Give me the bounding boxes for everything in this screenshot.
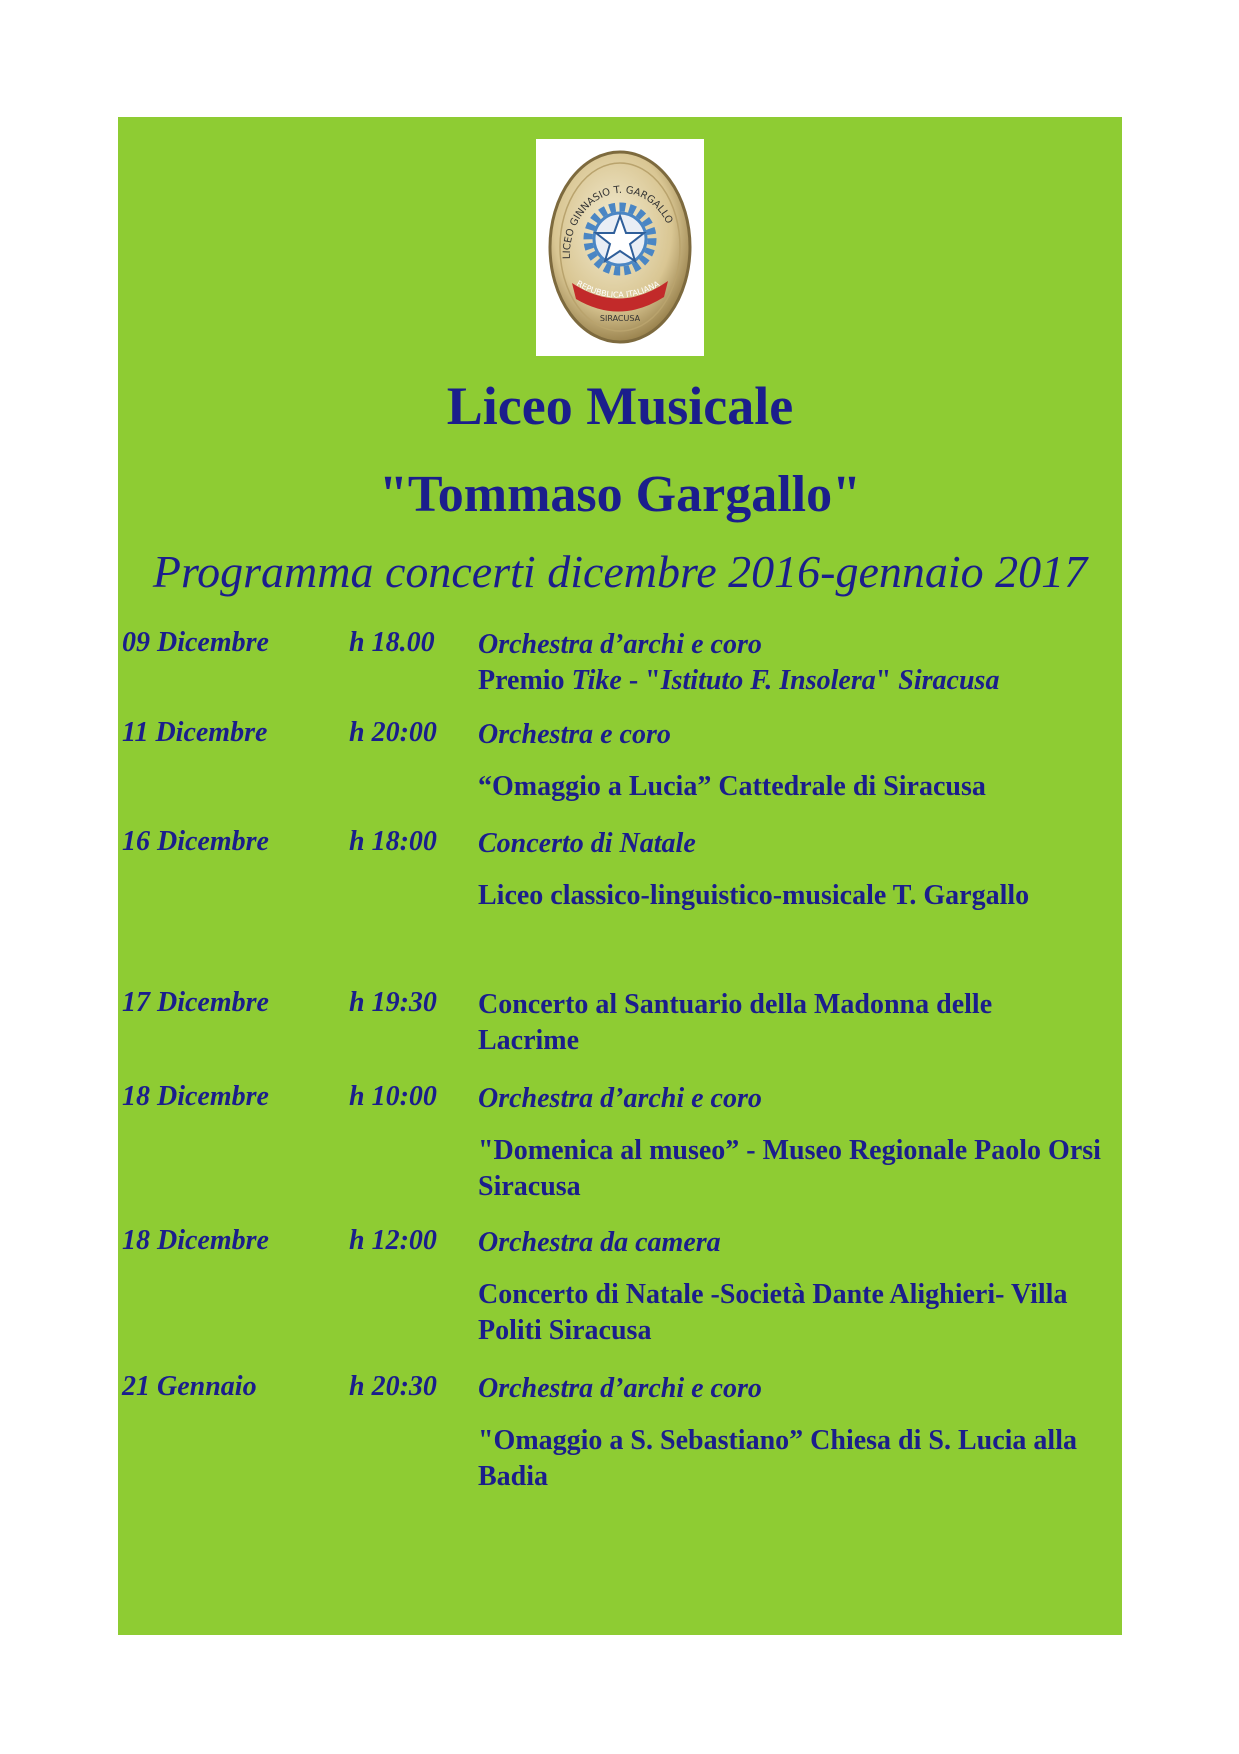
event-detail: “Omaggio a Lucia” Cattedrale di Siracusa — [478, 771, 986, 802]
seal-arc-text: LICEO GINNASIO T. GARGALLO — [561, 184, 675, 260]
poster — [118, 117, 1122, 1635]
event-detail: Concerto di Natale -Società Dante Alighieri- Villa Politi Siracusa — [478, 1279, 1068, 1346]
event-detail: Premio Tike - "Istituto F. Insolera" Siracusa — [478, 665, 1000, 696]
event-date: 18 Dicembre — [122, 1225, 269, 1256]
page-subtitle: "Tommaso Gargallo" — [379, 466, 861, 523]
seal-icon — [536, 139, 704, 356]
event-time: h 12:00 — [349, 1225, 437, 1256]
page-title: Liceo Musicale — [446, 376, 794, 436]
event-date: 09 Dicembre — [122, 627, 269, 658]
event-date: 16 Dicembre — [122, 826, 269, 857]
program-heading: Programma concerti dicembre 2016-gennaio 2017 — [152, 546, 1088, 597]
event-description — [478, 717, 1118, 805]
event-detail: "Domenica al museo” - Museo Regionale Paolo Orsi Siracusa — [478, 1135, 1101, 1202]
event-date: 17 Dicembre — [122, 987, 269, 1018]
event-description — [478, 1225, 1088, 1349]
event-date: 18 Dicembre — [122, 1081, 269, 1112]
event-time: h 20:30 — [349, 1371, 437, 1402]
event-ensemble: Orchestra d’archi e coro — [478, 1373, 762, 1404]
event-description — [478, 1371, 1088, 1495]
event-description — [478, 627, 1118, 699]
event-time: h 18:00 — [349, 826, 437, 857]
event-description — [478, 1081, 1118, 1205]
school-seal-logo — [536, 139, 704, 356]
event-ensemble: Orchestra d’archi e coro — [478, 1083, 762, 1114]
event-detail: "Omaggio a S. Sebastiano” Chiesa di S. Lucia alla Badia — [478, 1425, 1077, 1492]
event-ensemble: Orchestra da camera — [478, 1227, 721, 1258]
event-time: h 19:30 — [349, 987, 437, 1018]
event-description — [478, 987, 1058, 1059]
event-date: 11 Dicembre — [122, 717, 268, 748]
event-date: 21 Gennaio — [122, 1371, 257, 1402]
event-time: h 20:00 — [349, 717, 437, 748]
event-time: h 10:00 — [349, 1081, 437, 1112]
event-ensemble: Orchestra e coro — [478, 719, 671, 750]
seal-city-text: SIRACUSA — [599, 314, 641, 323]
event-time: h 18.00 — [349, 627, 435, 658]
event-ensemble: Orchestra d’archi e coro — [478, 629, 762, 660]
event-ensemble: Concerto di Natale — [478, 828, 696, 859]
seal-ribbon-text: REPUBBLICA ITALIANA — [575, 278, 662, 300]
event-detail: Concerto al Santuario della Madonna delle Lacrime — [478, 989, 993, 1056]
event-description — [478, 826, 1118, 914]
event-detail: Liceo classico-linguistico-musicale T. Gargallo — [478, 880, 1030, 911]
